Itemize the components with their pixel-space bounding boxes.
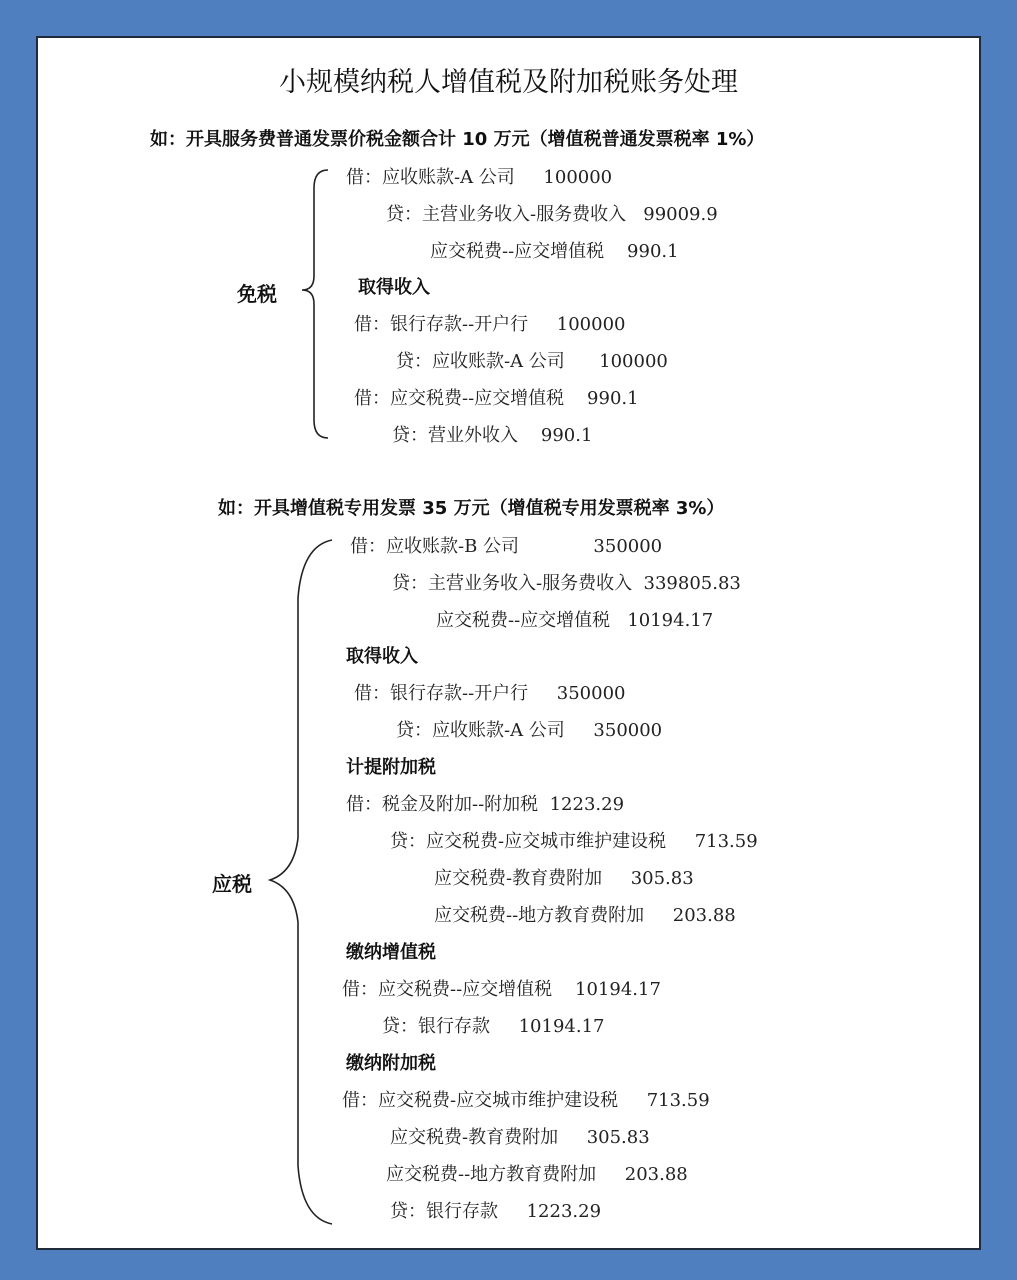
subheading: 计提附加税 xyxy=(346,757,436,778)
entry-line: 借：应交税费--应交增值税 990.1 xyxy=(354,388,639,409)
entry-line: 应交税费--应交增值税 990.1 xyxy=(430,241,679,262)
entry-line: 贷：主营业务收入-服务费收入 339805.83 xyxy=(392,573,741,594)
entry-line: 贷：银行存款 10194.17 xyxy=(382,1016,605,1037)
section2-brace-label: 应税 xyxy=(212,872,252,896)
entry-line: 贷：应收账款-A 公司 350000 xyxy=(396,720,663,741)
section1-brace-label: 免税 xyxy=(237,282,277,306)
entry-line: 应交税费--地方教育费附加 203.88 xyxy=(434,905,736,926)
subheading: 缴纳附加税 xyxy=(346,1053,436,1074)
entry-line: 贷：主营业务收入-服务费收入 99009.9 xyxy=(386,204,718,225)
subheading: 缴纳增值税 xyxy=(346,942,436,963)
entry-line: 应交税费-教育费附加 305.83 xyxy=(390,1127,650,1148)
entry-line: 借：应交税费-应交城市维护建设税 713.59 xyxy=(342,1090,710,1111)
entry-line: 借：税金及附加--附加税 1223.29 xyxy=(346,794,625,815)
section2-heading: 如：开具增值税专用发票 35 万元（增值税专用发票税率 3%） xyxy=(218,498,725,519)
entry-line: 贷：营业外收入 990.1 xyxy=(392,425,593,446)
subheading: 取得收入 xyxy=(358,277,430,298)
subheading: 取得收入 xyxy=(346,646,418,667)
entry-line: 贷：应交税费-应交城市维护建设税 713.59 xyxy=(390,831,758,852)
entry-line: 借：应交税费--应交增值税 10194.17 xyxy=(342,979,661,1000)
section2-brace xyxy=(262,538,342,1226)
entry-line: 借：应收账款-B 公司 350000 xyxy=(350,536,663,557)
entry-line: 应交税费--应交增值税 10194.17 xyxy=(436,610,714,631)
entry-line: 贷：应收账款-A 公司 100000 xyxy=(396,351,668,372)
entry-line: 应交税费--地方教育费附加 203.88 xyxy=(386,1164,688,1185)
entry-line: 借：银行存款--开户行 350000 xyxy=(354,683,626,704)
entry-line: 贷：银行存款 1223.29 xyxy=(390,1201,602,1222)
entry-line: 借：应收账款-A 公司 100000 xyxy=(346,167,613,188)
section1-heading: 如：开具服务费普通发票价税金额合计 10 万元（增值税普通发票税率 1%） xyxy=(150,129,765,150)
entry-line: 应交税费-教育费附加 305.83 xyxy=(434,868,694,889)
page-title: 小规模纳税人增值税及附加税账务处理 xyxy=(279,67,738,98)
entry-line: 借：银行存款--开户行 100000 xyxy=(354,314,626,335)
section1-brace xyxy=(298,168,338,440)
